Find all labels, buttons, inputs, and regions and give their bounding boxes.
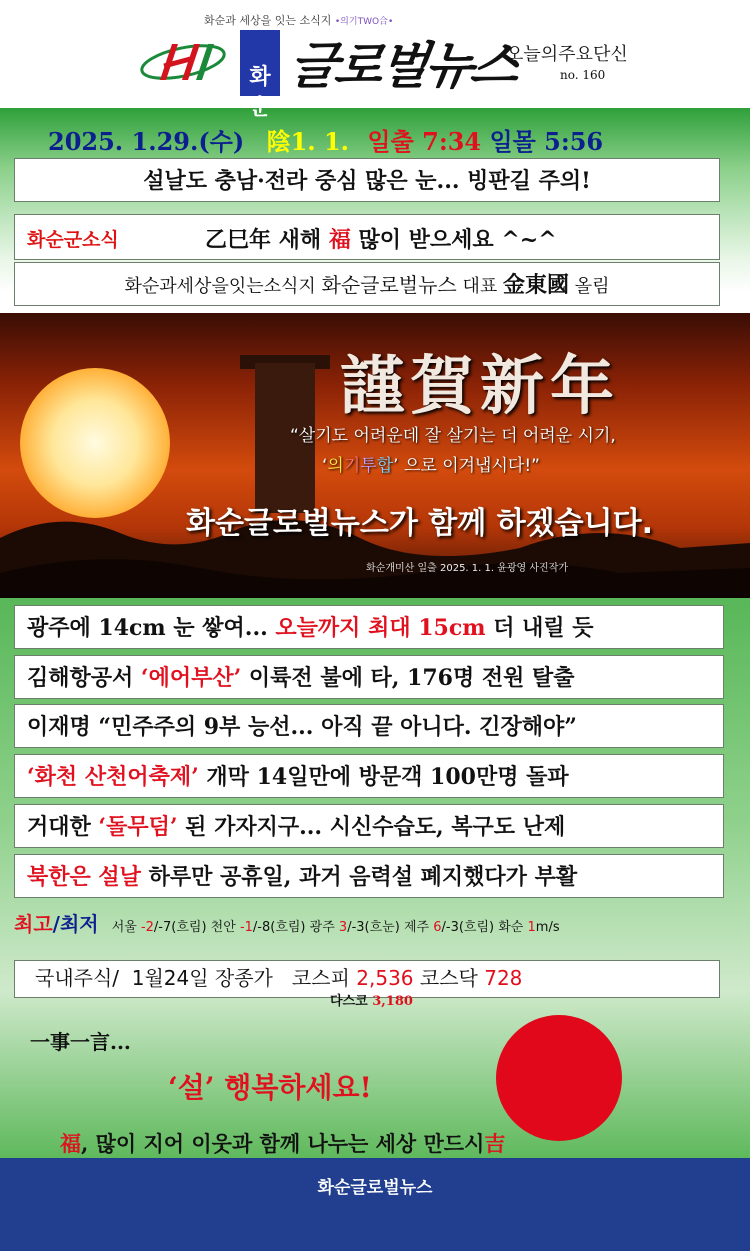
news-item[interactable] — [14, 854, 724, 898]
footer-label: 화순글로벌뉴스 — [317, 1178, 433, 1198]
weather-label-low: 최저 — [59, 912, 99, 936]
hh-logo-icon — [138, 36, 228, 86]
nasdaq-line — [330, 990, 413, 1009]
photo-slogan: 화순글로벌뉴스가 함께 하겠습니다. — [186, 506, 653, 541]
quote-line-1: “살기도 어려운데 잘 살기는 더 어려운 시기, — [290, 426, 616, 446]
quote2-char-4: 합 — [376, 456, 394, 476]
weather-line — [14, 908, 734, 952]
weather-high: -2 — [140, 920, 154, 935]
bless-mid: , 많이 지어 이웃과 함께 나누는 세상 만드시 — [81, 1131, 485, 1156]
happy-new-year-text: ‘설’ 행복하세요! — [168, 1071, 372, 1104]
weather-high: -1 — [239, 920, 253, 935]
bless-gil: 吉 — [484, 1131, 506, 1156]
tagline-text: 화순과 세상을 잇는 소식지 — [204, 14, 332, 27]
news-item[interactable] — [14, 704, 724, 748]
new-year-photo — [0, 313, 750, 598]
news-text: 이재명 “민주주의 9부 능선... 아직 끝 아니다. 긴장해야” — [27, 714, 577, 740]
news-highlight: ‘화천 산천어축제’ — [27, 764, 199, 790]
kosdaq-label: 코스닥 — [413, 966, 485, 990]
kosdaq-value: 728 — [484, 966, 523, 990]
news-text: 하루만 공휴일, 과거 음력설 폐지했다가 부활 — [140, 864, 578, 890]
greeting-msg-fuk: 福 — [328, 227, 351, 253]
sender-post: 올림 — [569, 276, 610, 297]
sender-pre: 화순과세상을잇는소식지 — [124, 276, 322, 297]
logo-box — [240, 30, 280, 120]
weather-label-slash: / — [52, 912, 60, 936]
sunset: 일몰 5:56 — [489, 127, 604, 156]
greeting-msg-pre: 乙巳年 새해 — [205, 227, 329, 253]
tagline-sub: •의기TWO合• — [334, 17, 394, 27]
weather-low: /-3(흐림) — [441, 920, 495, 935]
weather-city: 천안 — [210, 920, 236, 935]
quote-line-2 — [322, 451, 540, 476]
news-text: 광주에 14cm 눈 쌓여... — [27, 615, 276, 641]
quote2-char-1: 의 — [327, 456, 344, 476]
sender-org: 화순글로벌뉴스 — [321, 273, 457, 297]
stocks-label: 국내주식/ 1월24일 장종가 코스피 — [35, 966, 357, 990]
nasdaq-label: 다스코 — [330, 994, 373, 1009]
sender-line — [14, 262, 720, 306]
news-text: 개막 14일만에 방문객 100만명 돌파 — [198, 764, 569, 790]
quote2-rest: ’ 으로 이겨냅시다!” — [393, 456, 540, 476]
greeting-message — [205, 223, 557, 254]
news-text: 거대한 — [27, 814, 99, 840]
date: 2025. 1.29.(수) — [48, 127, 245, 156]
quote2-open: ‘ — [322, 456, 328, 476]
quote2-char-3: 투 — [360, 456, 377, 476]
logo-script: 글로벌뉴스 — [285, 36, 521, 95]
wind-value: 1 — [527, 920, 536, 935]
news-text: 이륙전 불에 타, 176명 전원 탈출 — [241, 665, 575, 691]
greeting-label: 화순군소식 — [27, 229, 119, 251]
date-line — [48, 122, 603, 157]
news-item[interactable] — [14, 655, 724, 699]
lunar-date: 陰1. 1. — [266, 127, 350, 156]
sunrise: 일출 7:34 — [367, 127, 482, 156]
news-item[interactable] — [14, 804, 724, 848]
sender-name: 金東國 — [502, 272, 569, 298]
red-sun-icon — [496, 1015, 622, 1141]
news-highlight: 북한은 설날 — [27, 864, 141, 890]
photo-title: 謹賀新年 — [340, 349, 620, 424]
footer — [0, 1158, 750, 1251]
sender-mid: 대표 — [456, 276, 503, 297]
photo-credit: 화순개미산 일출 2025. 1. 1. 윤광영 사진작가 — [366, 563, 569, 574]
weather-high: 6 — [433, 920, 442, 935]
news-item[interactable] — [14, 754, 724, 798]
weather-city: 제주 — [403, 920, 430, 935]
nasdaq-value: 3,180 — [372, 994, 413, 1009]
weather-low: /-3(흐눈) — [347, 920, 400, 935]
news-highlight: ‘에어부산’ — [140, 665, 242, 691]
greeting-msg-post: 많이 받으세요 ^~^ — [350, 227, 557, 253]
news-text: 더 내릴 듯 — [485, 615, 594, 641]
news-text: 된 가자지구... 시신수습도, 복구도 난제 — [177, 814, 566, 840]
weather-list — [112, 920, 560, 935]
today-title: 오늘의주요단신 — [506, 44, 628, 65]
top-headline[interactable]: 설날도 충남·전라 중심 많은 눈... 빙판길 주의! — [14, 158, 720, 202]
greeting-box — [14, 214, 720, 260]
logo-box-text: 화순 — [249, 65, 271, 120]
news-item[interactable] — [14, 605, 724, 649]
weather-low: /-8(흐림) — [252, 920, 306, 935]
one-word-title: 一事一言... — [30, 1030, 131, 1054]
kospi-value: 2,536 — [356, 966, 414, 990]
weather-low: /-7(흐림) — [153, 920, 207, 935]
news-text: 김해항공서 — [27, 665, 141, 691]
wind-city: 화순 — [498, 920, 524, 935]
news-highlight: 오늘까지 최대 15cm — [275, 615, 486, 641]
header — [0, 0, 750, 120]
weather-city: 광주 — [309, 920, 335, 935]
weather-label-high: 최고 — [14, 912, 53, 936]
quote2-char-2: 기 — [343, 456, 361, 476]
bless-fuk: 福 — [60, 1131, 81, 1156]
weather-high: 3 — [338, 920, 348, 935]
issue-number: no. 160 — [560, 68, 606, 82]
weather-city: 서울 — [111, 920, 137, 935]
wind-unit: m/s — [535, 920, 560, 935]
news-highlight: ‘돌무덤’ — [98, 814, 178, 840]
blessing-text — [60, 1128, 505, 1158]
